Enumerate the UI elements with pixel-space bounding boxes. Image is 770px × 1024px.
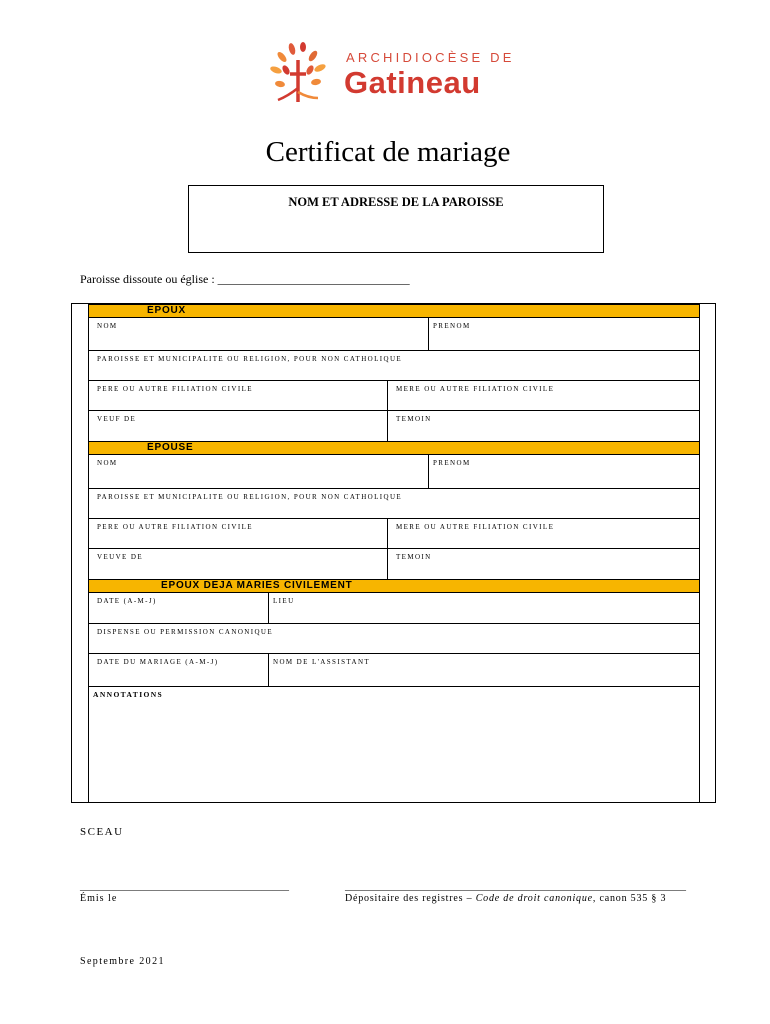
epoux-nom-field[interactable]: NOM <box>97 322 118 330</box>
archdiocese-logo <box>268 40 518 112</box>
issued-label: Émis le <box>80 893 118 904</box>
logo-top-text: ARCHIDIOCÈSE DE <box>346 50 515 65</box>
epouse-name-row <box>89 455 699 489</box>
epoux-temoin-field[interactable]: TEMOIN <box>387 411 699 441</box>
epouse-veuve-field[interactable]: VEUVE DE <box>97 553 143 561</box>
marriage-form <box>71 303 716 803</box>
civil-lieu-field[interactable]: LIEU <box>268 593 699 623</box>
form-inner <box>88 304 700 802</box>
section-epouse-header: ÉPOUSE <box>89 441 699 455</box>
epouse-prenom-field[interactable]: PRENOM <box>428 455 699 488</box>
epouse-veuve-row <box>89 549 699 579</box>
epoux-veuf-field[interactable]: VEUF DE <box>97 415 137 423</box>
epoux-pere-field[interactable]: PERE OU AUTRE FILIATION CIVILE <box>97 385 253 393</box>
civil-date-row <box>89 593 699 624</box>
dispense-row[interactable]: DISPENSE OU PERMISSION CANONIQUE <box>89 624 699 654</box>
epouse-paroisse-row[interactable]: PAROISSE ET MUNICIPALITE OU RELIGION, POUR NON CATHOLIQUE <box>89 489 699 519</box>
page-title: Certificat de mariage <box>265 136 511 168</box>
epoux-filiation-row <box>89 381 699 411</box>
revision-date: Septembre 2021 <box>80 956 165 967</box>
section-civil-header: EPOUX DEJA MARIES CIVILEMENT <box>89 579 699 593</box>
section-epoux-header: ÉPOUX <box>89 304 699 318</box>
epouse-temoin-field[interactable]: TEMOIN <box>387 549 699 579</box>
issued-date-line[interactable]: ______________________________________ <box>80 880 289 892</box>
tree-emblem-icon <box>268 40 334 110</box>
wedding-date-row <box>89 654 699 687</box>
assistant-name-field[interactable]: NOM DE L'ASSISTANT <box>268 654 699 686</box>
epouse-nom-field[interactable]: NOM <box>97 459 118 467</box>
civil-date-field[interactable]: DATE (A-M-J) <box>97 597 157 605</box>
epoux-paroisse-row[interactable]: PAROISSE ET MUNICIPALITE OU RELIGION, POUR NON CATHOLIQUE <box>89 351 699 381</box>
logo-main-text: Gatineau <box>344 65 481 100</box>
parish-name-address-box[interactable] <box>188 185 604 253</box>
epoux-name-row <box>89 318 699 351</box>
registrar-label: Dépositaire des registres – Code de droit canonique, canon 535 § 3 <box>345 893 667 904</box>
registrar-signature-line[interactable]: ______________________________________________________________ <box>345 880 686 892</box>
dissolved-parish-field[interactable]: Paroisse dissoute ou église : ________________________________ <box>80 272 410 286</box>
wedding-date-field[interactable]: DATE DU MARIAGE (A-M-J) <box>97 658 219 666</box>
epouse-mere-field[interactable]: MERE OU AUTRE FILIATION CIVILE <box>387 519 699 548</box>
annotations-label: ANNOTATIONS <box>93 690 164 699</box>
epoux-mere-field[interactable]: MERE OU AUTRE FILIATION CIVILE <box>387 381 699 410</box>
parish-box-label: NOM ET ADRESSE DE LA PAROISSE <box>288 195 504 209</box>
epouse-pere-field[interactable]: PERE OU AUTRE FILIATION CIVILE <box>97 523 253 531</box>
epoux-veuf-row <box>89 411 699 441</box>
epouse-filiation-row <box>89 519 699 549</box>
epoux-prenom-field[interactable]: PRENOM <box>428 318 699 350</box>
seal-label: SCEAU <box>80 826 124 838</box>
